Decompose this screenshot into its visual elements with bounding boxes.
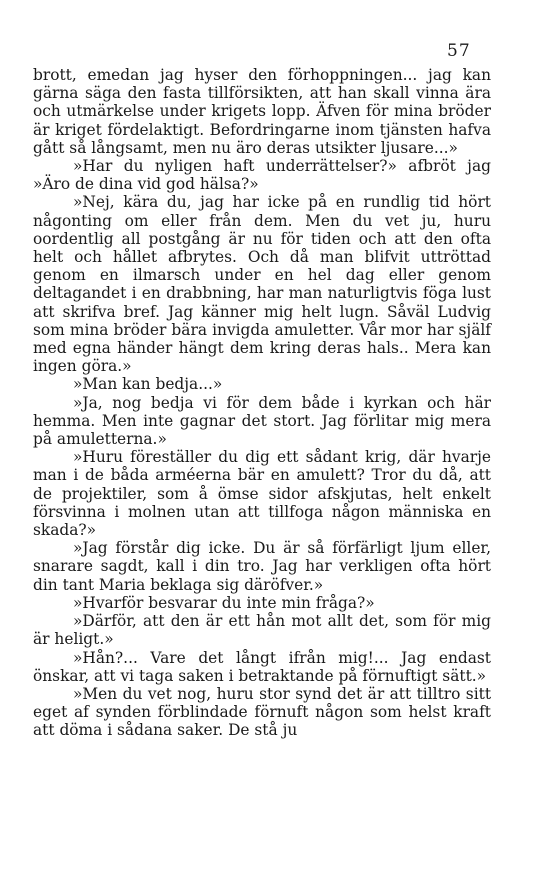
paragraph: »Nej, kära du, jag har icke på en rundlig tid hört någonting om eller från dem. Men du vet ju, huru oordentlig all postgång är nu för tiden och att den ofta helt och hållet afbrytes. Och då man blifvit uttröttad genom en ilmarsch under en hel dag eller genom deltagandet i en drabbning, har man naturligtvis föga lust att skrifva bref. Jag känner mig helt lugn. Såväl Ludvig som mina bröder bära invigda amuletter. Vår mor har själf med egna händer hängt dem kring deras hals.. Mera kan ingen göra.»	[33, 193, 491, 376]
paragraph: brott, emedan jag hyser den förhoppningen... jag kan gärna säga den fasta tillförsikten, att han skall vinna ära och utmärkelse under krigets lopp. Äfven för mina bröder är kriget fördelaktigt. Befordringarne inom tjänsten hafva gått så långsamt, men nu äro deras utsikter ljusare...»	[33, 66, 491, 157]
paragraph: »Men du vet nog, huru stor synd det är att tilltro sitt eget af synden förblindade förnuft någon som helst kraft att döma i sådana saker. De stå ju	[33, 684, 491, 740]
paragraph: »Hvarför besvarar du inte min fråga?»	[73, 593, 375, 612]
paragraph: »Man kan bedja...»	[73, 375, 223, 394]
paragraph: »Har du nyligen haft underrättelser?» afbröt jag »Äro de dina vid god hälsa?»	[33, 157, 491, 194]
page-number: 57	[447, 41, 471, 61]
paragraph: »Jag förstår dig icke. Du är så förfärligt ljum eller, snarare sagdt, kall i din tro. Jag har verkligen ofta hört din tant Maria beklaga sig däröfver.»	[33, 539, 491, 594]
paragraph: »Därför, att den är ett hån mot allt det, som för mig är heligt.»	[33, 612, 491, 649]
paragraph: »Huru föreställer du dig ett sådant krig, där hvarje man i de båda arméerna bär en amulett? Tror du då, att de projektiler, som å ömse sidor afskjutas, helt enkelt försvinna i molnen utan att tillfoga någon människa en skada?»	[33, 448, 491, 540]
body-text	[33, 66, 491, 740]
paragraph: »Hån?... Vare det långt ifrån mig!... Jag endast önskar, att vi taga saken i betraktande på förnuftigt sätt.»	[33, 648, 491, 685]
paragraph: »Ja, nog bedja vi för dem både i kyrkan och här hemma. Men inte gagnar det stort. Jag förlitar mig mera på amuletterna.»	[33, 393, 491, 449]
